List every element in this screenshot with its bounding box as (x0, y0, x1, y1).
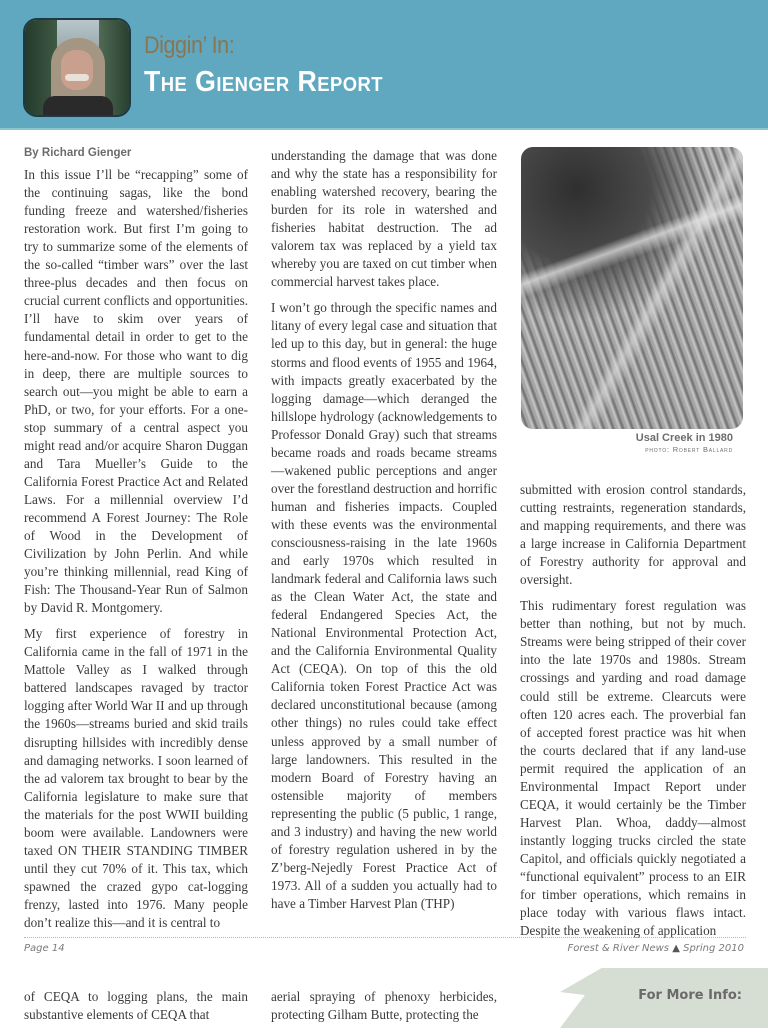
next-page-column-1 (24, 988, 248, 1032)
publication-name: Forest & River News (567, 943, 670, 954)
portrait-shirt (43, 96, 113, 117)
paragraph: I won’t go through the specific names and litany of every legal case and situation that led up to this day, but in general: the huge storms and flood events of 1955 and 1964, with impacts greatly exacerbated by the logging damage—which deranged the hillslope hydrology (acknowledgements to Professor Donald Gray) such that streams became roads and roads became streams—wakened public perceptions and anger over the forestland destruction and horrific human and fisheries impacts. Coupled with these events was the environmental consciousness-raising in the late 1960s and early 1970s which resulted in landmark federal and California laws such as the Clean Water Act, the state and federal Endangered Species Act, the National Environmental Protection Act, and the California Environmental Quality Act (CEQA). On top of this the old California token Forest Practice Act was declared unconstitutional because (among other things) no rules could take effect unless approved by a small number of large landowners. This resulted in the modern Board of Forestry having an ostensible majority of members representing the public (5 public, 1 range, and 3 industry) and having the new world of forestry regulation ushered in by the Z’berg-Nejedly Forest Practice Act of 1973. All of a sudden you actually had to have a Timber Harvest Plan (THP) (271, 300, 497, 911)
paragraph: In this issue I’ll be “recapping” some of the continuing sagas, like the bond funding freeze and watershed/fisheries restoration work. But first I’m going to try to summarize some of the elements of the so-called “timber wars” over the last three-plus decades and then focus on crucial current conflicts and opportunities. I’ll have to skim over years of fundamental detail in order to get to the here-and-now. For those who want to dig in deep, there are multiple sources to search out—you might be able to earn a PhD, or two, for your efforts. For a one-stop summary of a central aspect you might read and/or acquire Sharon Duggan and Tara Mueller’s Guide to the California Forest Practice Act and Related Laws. For a millennial overview I’d recommend A Forest Journey: The Role of Wood in the Development of Civilization by John Perlin. And while you’re thinking millennial, read King of Fish: The Thousand-Year Run of Salmon by David R. Montgomery. (24, 167, 248, 616)
column-kicker: Diggin’ In: (144, 32, 235, 59)
author-portrait (23, 18, 131, 117)
article-column-3 (520, 481, 746, 948)
caption-text: Usal Creek in 1980 (635, 432, 733, 444)
info-sidebar-title: For More Info: (638, 988, 742, 1003)
paragraph: understanding the damage that was done and why the state has a responsibility for enabling watershed recovery, bearing the burden for its role in watershed and fisheries habitat destruction. The ad valorem tax was replaced by a yield tax whereby you are taxed on cut timber when commercial harvest takes place. (271, 148, 497, 290)
publication-footer (567, 943, 744, 954)
photo-credit: photo: Robert Ballard (645, 445, 733, 454)
paragraph: My first experience of forestry in California came in the fall of 1971 in the Mattole Valley as I walked through battered landscapes ravaged by tractor logging after World War II and up through the 1960s—streams buried and skid trails disrupting hillsides with incredibly dense and damaging networks. I soon learned of the ad valorem tax brought to bear by the California legislature to make sure that the materials for the post WWII building boom were available. Landowners were taxed ON THEIR STANDING TIMBER until they cut 70% of it. This tax, which spawned the crazed gypo cat-logging frenzy, lasted into 1976. Many people don’t realize this—and it is central to (24, 626, 248, 930)
issue-date: Spring 2010 (683, 943, 744, 954)
photo-caption (636, 432, 733, 454)
byline: By Richard Gienger (24, 147, 132, 159)
paragraph: This rudimentary forest regulation was better than nothing, but not by much. Streams were being stripped of their cover into the late 1970s and 1980s. Stream crossings and yarding and road damage could still be extreme. Clearcuts were often 120 acres each. The proverbial fan of accepted forest practice was hit when the courts declared that if any land-use permit required the application of an Environmental Impact Report under CEQA, it would certainly be the Timber Harvest Plan. Whoa, daddy—almost instantly logging trucks circled the state Capitol, and officials quickly negotiated a “functional equivalent” process to an EIR for timber operations, which remains in place today with various flaws intact. Despite the weakening of application (520, 598, 746, 939)
column-title: The Gienger Report (144, 66, 383, 98)
page-number: Page 14 (24, 943, 65, 954)
tree-icon: ▲ (672, 943, 680, 954)
footer-divider (24, 937, 746, 938)
article-column-2 (271, 147, 497, 921)
usal-creek-photo (521, 147, 743, 429)
next-page-column-2 (271, 988, 497, 1032)
paragraph: submitted with erosion control standards, cutting restraints, regeneration standards, and mapping requirements, and there was a large increase in California Department of Forestry authority for approval and oversight. (520, 482, 746, 588)
paragraph: aerial spraying of phenoxy herbicides, protecting Gilham Butte, protecting the (271, 989, 497, 1023)
article-header (0, 0, 768, 130)
portrait-moustache (65, 74, 89, 81)
article-column-1 (24, 144, 248, 940)
portrait-face (61, 50, 93, 90)
paragraph: of CEQA to logging plans, the main substantive elements of CEQA that (24, 989, 248, 1023)
